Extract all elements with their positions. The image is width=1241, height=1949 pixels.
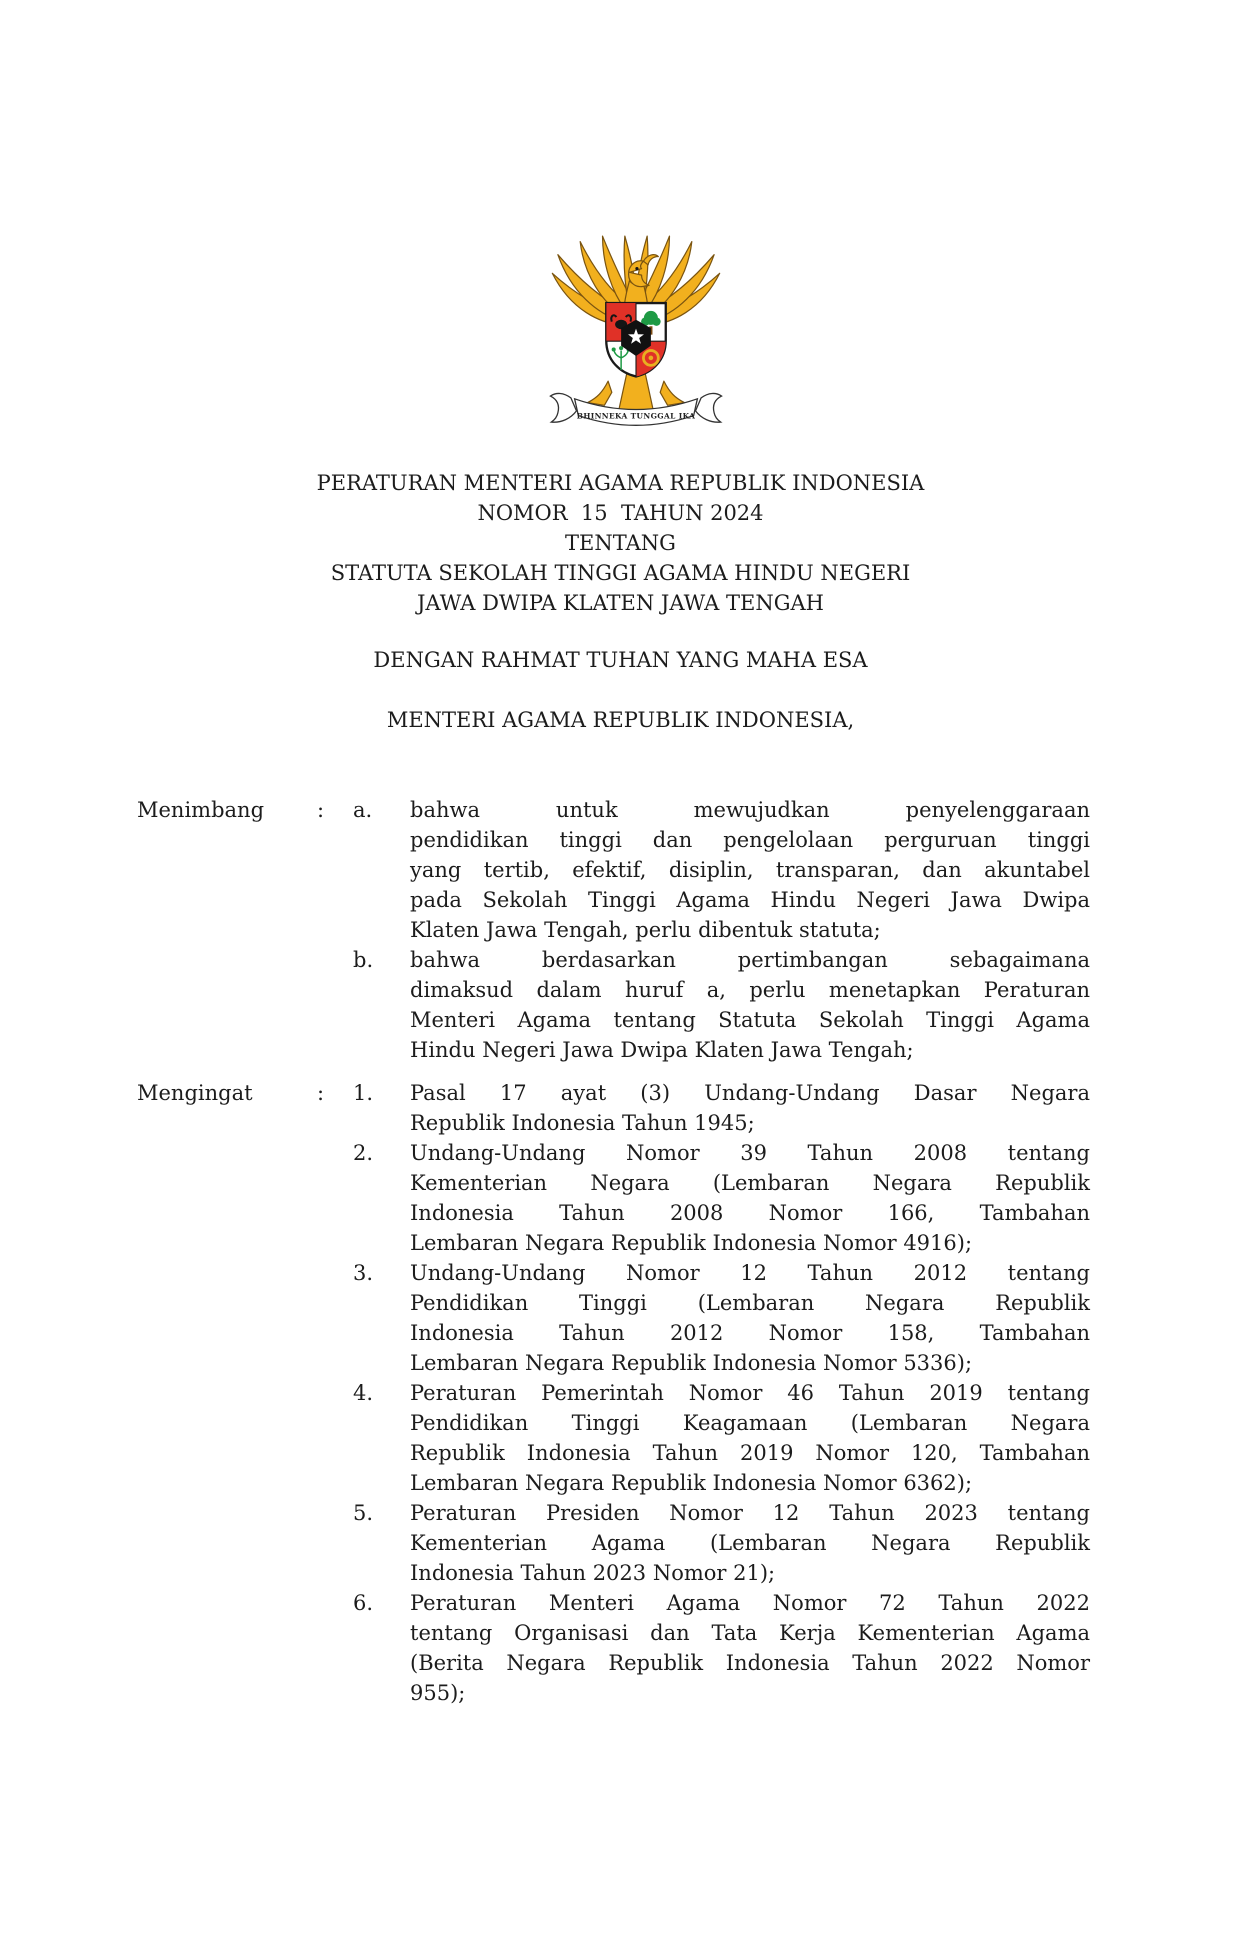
list-item-text xyxy=(410,795,1090,945)
clause-line: Lembaran Negara Republik Indonesia Nomor 5336); xyxy=(410,1351,973,1375)
clause-line: Pendidikan Tinggi Keagamaan (Lembaran Negara xyxy=(410,1411,1090,1435)
clause-line: Lembaran Negara Republik Indonesia Nomor 4916); xyxy=(410,1231,973,1255)
list-item xyxy=(353,945,1090,1065)
pancasila-shield xyxy=(606,303,666,378)
list-item-marker: 4. xyxy=(353,1381,374,1405)
list-item-text xyxy=(410,1078,1090,1138)
list-item-text xyxy=(410,1498,1090,1588)
clause-line: Kementerian Agama (Lembaran Negara Republik xyxy=(410,1531,1090,1555)
list-item-text xyxy=(410,1138,1090,1258)
invocation-line: DENGAN RAHMAT TUHAN YANG MAHA ESA xyxy=(373,648,868,672)
clause-line: Republik Indonesia Tahun 2019 Nomor 120, Tambahan xyxy=(410,1441,1090,1465)
list-item-marker: 5. xyxy=(353,1501,374,1525)
title-line: TENTANG xyxy=(565,531,676,555)
garuda-leg-left xyxy=(588,381,612,405)
list-item-text xyxy=(410,945,1090,1065)
clause-line: 955); xyxy=(410,1681,466,1705)
list-item-text xyxy=(410,1588,1090,1708)
list-item xyxy=(353,1138,1090,1258)
clause-line: Undang-Undang Nomor 39 Tahun 2008 tentang xyxy=(410,1141,1090,1165)
clause-line: Indonesia Tahun 2008 Nomor 166, Tambahan xyxy=(410,1201,1090,1225)
clause-line: tentang Organisasi dan Tata Kerja Kementerian Agama xyxy=(410,1621,1090,1645)
clause-line: Menteri Agama tentang Statuta Sekolah Tinggi Agama xyxy=(410,1008,1090,1032)
clause-line: Pasal 17 ayat (3) Undang-Undang Dasar Negara xyxy=(410,1081,1090,1105)
motto-text: BHINNEKA TUNGGAL IKA xyxy=(576,411,696,421)
section-colon: : xyxy=(317,798,325,822)
garuda-pancasila-icon xyxy=(543,234,729,426)
section-items xyxy=(353,795,1090,1065)
regulation-number-line: NOMOR 15 TAHUN 2024 xyxy=(477,501,764,525)
list-item-marker: a. xyxy=(353,798,373,822)
clause-line: Indonesia Tahun 2012 Nomor 158, Tambahan xyxy=(410,1321,1090,1345)
clause-line: pendidikan tinggi dan pengelolaan perguruan tinggi xyxy=(410,828,1090,852)
list-item-marker: 6. xyxy=(353,1591,374,1615)
clause-line: Klaten Jawa Tengah, perlu dibentuk statuta; xyxy=(410,918,881,942)
issuer-line: MENTERI AGAMA REPUBLIK INDONESIA, xyxy=(386,708,855,732)
clause-line: Lembaran Negara Republik Indonesia Nomor 6362); xyxy=(410,1471,973,1495)
clause-line: (Berita Negara Republik Indonesia Tahun 2022 Nomor xyxy=(410,1651,1090,1675)
title-line: JAWA DWIPA KLATEN JAWA TENGAH xyxy=(417,591,824,615)
clause-line: Republik Indonesia Tahun 1945; xyxy=(410,1111,755,1135)
section-colon: : xyxy=(317,1081,325,1105)
clause-line: Undang-Undang Nomor 12 Tahun 2012 tentang xyxy=(410,1261,1090,1285)
clause-line: pada Sekolah Tinggi Agama Hindu Negeri Jawa Dwipa xyxy=(410,888,1090,912)
list-item xyxy=(353,795,1090,945)
list-item xyxy=(353,1078,1090,1138)
clause-line: Indonesia Tahun 2023 Nomor 21); xyxy=(410,1561,776,1585)
section-menimbang xyxy=(137,795,1090,1065)
garuda-pancasila-emblem xyxy=(543,234,729,426)
title-line: PERATURAN MENTERI AGAMA REPUBLIK INDONESIA xyxy=(316,471,925,495)
section-mengingat xyxy=(137,1078,1090,1708)
list-item xyxy=(353,1258,1090,1378)
list-item xyxy=(353,1588,1090,1708)
clause-line: Pendidikan Tinggi (Lembaran Negara Republik xyxy=(410,1291,1090,1315)
title-line: STATUTA SEKOLAH TINGGI AGAMA HINDU NEGERI xyxy=(330,561,911,585)
clause-line: Kementerian Negara (Lembaran Negara Republik xyxy=(410,1171,1090,1195)
section-items xyxy=(353,1078,1090,1708)
list-item-marker: b. xyxy=(353,948,374,972)
clause-line: bahwa berdasarkan pertimbangan sebagaimana xyxy=(410,948,1090,972)
list-item xyxy=(353,1378,1090,1498)
list-item xyxy=(353,1498,1090,1588)
list-item-text xyxy=(410,1258,1090,1378)
list-item-text xyxy=(410,1378,1090,1498)
garuda-eye xyxy=(635,267,638,270)
clause-line: Peraturan Presiden Nomor 12 Tahun 2023 tentang xyxy=(410,1501,1090,1525)
list-item-marker: 2. xyxy=(353,1141,374,1165)
clause-line: yang tertib, efektif, disiplin, transparan, dan akuntabel xyxy=(410,858,1090,882)
list-item-marker: 3. xyxy=(353,1261,374,1285)
clause-line: Peraturan Menteri Agama Nomor 72 Tahun 2022 xyxy=(410,1591,1090,1615)
title-block xyxy=(0,468,1241,618)
clause-line: bahwa untuk mewujudkan penyelenggaraan xyxy=(410,798,1090,822)
garuda-leg-right xyxy=(660,381,684,405)
section-label: Menimbang xyxy=(137,798,265,822)
clause-line: dimaksud dalam huruf a, perlu menetapkan Peraturan xyxy=(410,978,1090,1002)
clause-line: Peraturan Pemerintah Nomor 46 Tahun 2019 tentang xyxy=(410,1381,1090,1405)
clause-line: Hindu Negeri Jawa Dwipa Klaten Jawa Tengah; xyxy=(410,1038,914,1062)
list-item-marker: 1. xyxy=(353,1081,374,1105)
section-label: Mengingat xyxy=(137,1081,253,1105)
